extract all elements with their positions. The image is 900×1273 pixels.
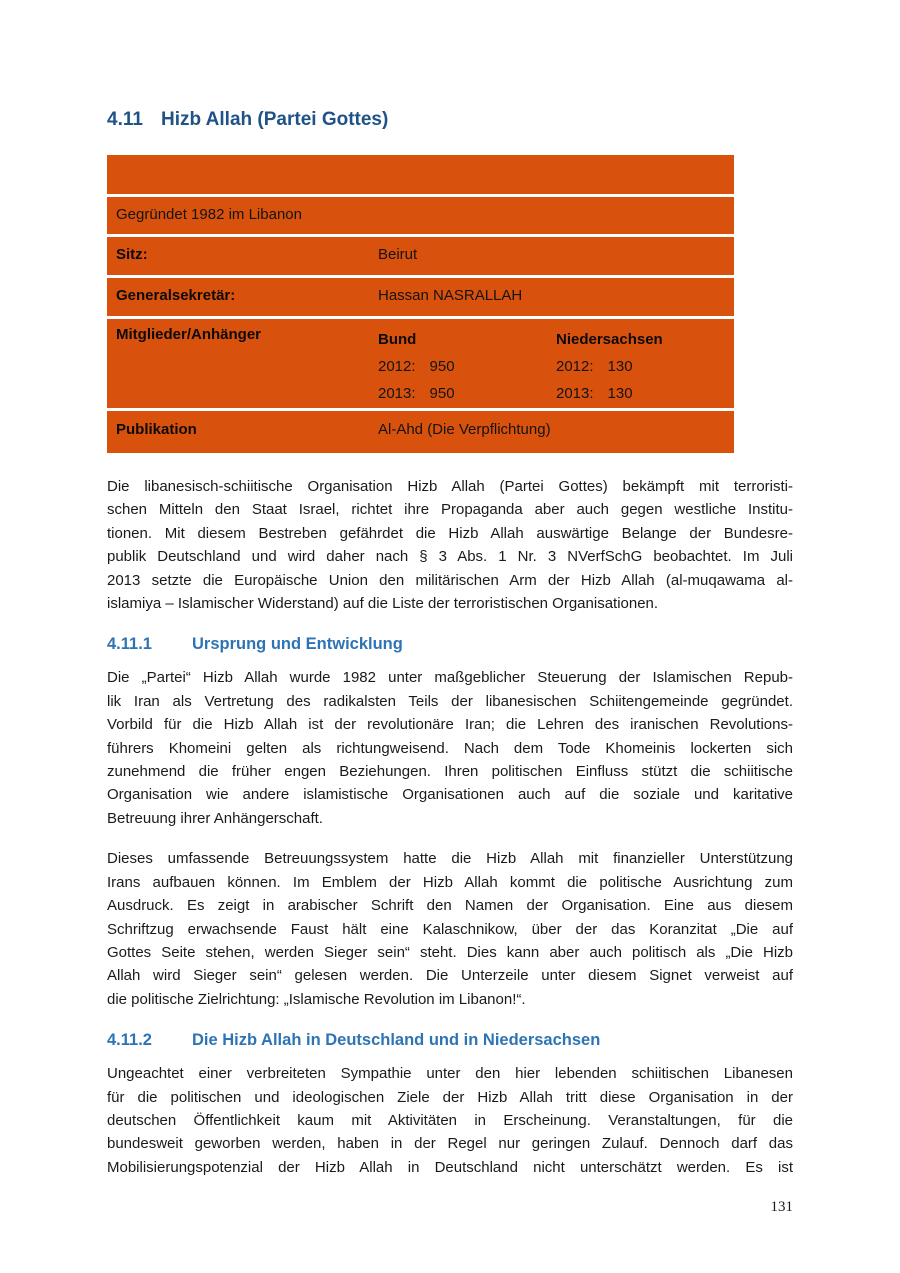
body-paragraph: Dieses umfassende Betreuungssystem hatte die Hizb Allah mit finanzieller Unterstützung Irans aufbauen können. Im Emblem der Hizb Allah kommt die politische Ausrichtung zum Ausdruck. Es zeigt in arabischer Schrift den Namen der Organisation. Eine aus diesem Schriftzug erwachsende Faust hält eine Kalaschnikow, über der das Koranzitat „Die auf Gottes Seite stehen, werden Sieger sein“ steht. Dies kann aber auch politisch als „Die Hizb Allah wird Sieger sein“ gelesen werden. Die Unterzeile unter diesem Signet verweist auf die politische Zielrichtung: „Islamische Revolution im Libanon!“.: [107, 850, 793, 1008]
infobox-table: [107, 155, 734, 453]
members-bund-2012: 2012: 950: [378, 358, 455, 375]
members-niedersachsen-2012: 2012: 130: [556, 358, 633, 375]
members-bund-header: Bund: [378, 331, 417, 348]
founded-text: Gegründet 1982 im Libanon: [116, 206, 302, 223]
members-bund-column: [378, 326, 556, 408]
secretary-value: Hassan NASRALLAH: [378, 287, 523, 304]
page-title: [107, 107, 793, 133]
members-label: Mitglieder/Anhänger: [116, 326, 262, 343]
section-number: 4.11.2: [107, 1031, 152, 1050]
publication-label: Publikation: [116, 421, 197, 438]
body-paragraph: Die „Partei“ Hizb Allah wurde 1982 unter maßgeblicher Steuerung der Islamischen Repub- lik Iran als Vertretung des radikalsten Teils der libanesischen Schiitengemeinde gegründet. Vorbild für die Hizb Allah ist der revolutionäre Iran; die Lehren des iranischen Revolutions- führers Khomeini gelten als richtungweisend. Nach dem Tode Khomeinis lockerten sich zunehmend die früher engen Beziehungen. Ihren politischen Einfluss stützt die schiitische Organisation wie andere islamistische Organisationen auch auf die soziale und karitative Betreuung ihrer Anhängerschaft.: [107, 669, 793, 827]
publication-value: Al-Ahd (Die Verpflichtung): [378, 421, 551, 438]
page-title-text: Hizb Allah (Partei Gottes): [161, 109, 389, 130]
members-niedersachsen-column: [556, 326, 734, 408]
section-heading-text: Ursprung und Entwicklung: [192, 635, 403, 654]
infobox-row-secretary: [107, 278, 734, 319]
members-niedersachsen-2013: 2013: 130: [556, 385, 633, 402]
section-heading-4-11-2: [107, 1029, 793, 1052]
page-number: 131: [770, 1199, 793, 1215]
seat-value: Beirut: [378, 246, 418, 263]
secretary-label: Generalsekretär:: [116, 287, 236, 304]
seat-label: Sitz:: [116, 246, 148, 263]
infobox-row-publication: [107, 411, 734, 453]
section-heading-4-11-1: [107, 633, 793, 656]
body-paragraph: Ungeachtet einer verbreiteten Sympathie unter den hier lebenden schiitischen Libanesen für die politischen und ideologischen Ziele der Hizb Allah tritt diese Organisation in der deutschen Öffentlichkeit kaum mit Aktivitäten in Erscheinung. Veranstaltungen, für die bundesweit geworben werden, haben in der Regel nur geringen Zulauf. Dennoch darf das Mobilisierungspotenzial der Hizb Allah in Deutschland nicht unterschätzt werden. Es ist: [107, 1065, 793, 1176]
members-bund-2013: 2013: 950: [378, 385, 455, 402]
section-number: 4.11.1: [107, 635, 152, 654]
members-niedersachsen-header: Niedersachsen: [556, 331, 663, 348]
infobox-header-row: [107, 155, 734, 197]
infobox-row-seat: [107, 237, 734, 278]
infobox-row-founded: [107, 197, 734, 237]
infobox-row-members: [107, 319, 734, 411]
page-title-number: 4.11: [107, 109, 143, 130]
intro-paragraph: Die libanesisch-schiitische Organisation Hizb Allah (Partei Gottes) bekämpft mit terroristi- schen Mitteln den Staat Israel, richtet ihre Propaganda aber auch gegen westliche Institu- tionen. Mit diesem Bestreben gefährdet die Hizb Allah auswärtige Belange der Bundesre- publik Deutschland und wird daher nach § 3 Abs. 1 Nr. 3 NVerfSchG beobachtet. Im Juli 2013 setzte die Europäische Union den militärischen Arm der Hizb Allah (al-muqawama al- islamiya – Islamischer Widerstand) auf die Liste der terroristischen Organisationen.: [107, 478, 793, 613]
section-heading-text: Die Hizb Allah in Deutschland und in Niedersachsen: [192, 1031, 601, 1050]
